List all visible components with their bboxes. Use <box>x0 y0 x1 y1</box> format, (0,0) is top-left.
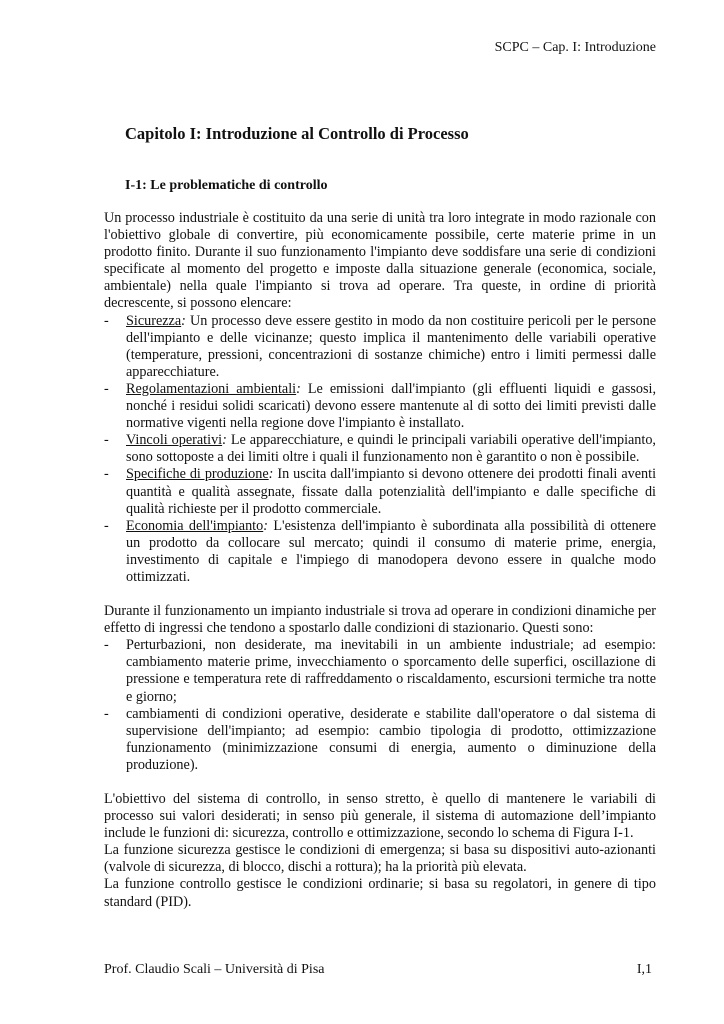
list-item: - Vincoli operativi: Le apparecchiature, e quindi le principali variabili operative dell'impianto, sono sottoposte a dei limiti oltre i quali il funzionamento non è garantito o non è possibile. <box>104 432 656 466</box>
chapter-title: Capitolo I: Introduzione al Controllo di Processo <box>125 124 469 143</box>
control-paragraph: La funzione controllo gestisce le condizioni ordinarie; si basa su regolatori, in genere di tipo standard (PID). <box>104 876 656 910</box>
list-item: - Economia dell'impianto: L'esistenza dell'impianto è subordinata alla possibilità di ottenere un prodotto da collocare sul mercato; quindi il consumo di materie prime, energia, investimento di capitale e l'impiego di manodopera devono essere in qualche modo ottimizzati. <box>104 517 656 585</box>
section-heading: I-1: Le problematiche di controllo <box>125 178 328 193</box>
list-item: - Regolamentazioni ambientali: Le emissioni dall'impianto (gli effluenti liquidi e gassosi, nonché i residui solidi scaricati) devono essere mantenute al di sotto dei limiti previsti dalle normative vigenti nella regione dove l'impianto è installato. <box>104 380 656 432</box>
term-regolamentazioni: Regolamentazioni ambientali <box>126 380 297 397</box>
item-text: Perturbazioni, non desiderate, ma inevitabili in un ambiente industriale; ad esempio: cambiamento materie prime, invecchiamento o sporcamento delle superfici, oscillazione di pressione e temperatura rete di raffreddamento o riscaldamento, escursioni termiche tra notte e giorno; <box>126 637 656 705</box>
item-text: Le emissioni dall'impianto (gli effluenti liquidi e gassosi, nonché i residui solidi scaricati) devono essere mantenute al di sotto dei limiti previsti dalle normative vigenti nella regione dove l'impianto è installato. <box>126 380 656 432</box>
term-sicurezza: Sicurezza <box>126 312 182 329</box>
item-text: Un processo deve essere gestito in modo da non costituire pericoli per le persone dell'impianto e delle vicinanze; questo implica il mantenimento delle variabili operative (temperature, pressioni, concentrazioni di sostanze chimiche) entro i limiti permessi dalle apparecchiature. <box>126 312 656 380</box>
running-header: SCPC – Cap. I: Introduzione <box>494 40 656 55</box>
list-item: - Sicurezza: Un processo deve essere gestito in modo da non costituire pericoli per le persone dell'impianto e delle vicinanze; questo implica il mantenimento delle variabili operative (temperature, pressioni, concentrazioni di sostanze chimiche) entro i limiti permessi dalle apparecchiature. <box>104 312 656 380</box>
item-text: L'esistenza dell'impianto è subordinata alla possibilità di ottenere un prodotto da collocare sul mercato; quindi il consumo di materie prime, energia, investimento di capitale e l'impiego di manodopera devono essere in qualche modo ottimizzati. <box>126 517 656 585</box>
page-number: I,1 <box>636 962 652 977</box>
list-item: - cambiamenti di condizioni operative, desiderate e stabilite dall'operatore o dal sistema di supervisione dell'impianto; ad esempio: cambio tipologia di prodotto, ottimizzazione funzionamento (minimizzazione consumi di energia, aumento o diminuzione della produzione). <box>104 705 656 773</box>
term-economia: Economia dell'impianto <box>126 517 264 534</box>
term-specifiche: Specifiche di produzione <box>126 466 269 483</box>
dynamics-paragraph: Durante il funzionamento un impianto industriale si trova ad operare in condizioni dinamiche per effetto di ingressi che tendono a spostarlo dalle condizioni di stazionario. Questi sono: <box>104 603 656 637</box>
safety-paragraph: La funzione sicurezza gestisce le condizioni di emergenza; si basa su dispositivi auto-azionanti (valvole di sicurezza, di blocco, dischi a rottura); ha la priorità più elevata. <box>104 842 656 876</box>
list-item: - Perturbazioni, non desiderate, ma inevitabili in un ambiente industriale; ad esempio: cambiamento materie prime, invecchiamento o sporcamento delle superfici, oscillazione di pressione e temperatura rete di raffreddamento o riscaldamento, escursioni termiche tra notte e giorno; <box>104 637 656 705</box>
intro-paragraph: Un processo industriale è costituito da una serie di unità tra loro integrate in modo razionale con l'obiettivo globale di convertire, più economicamente possibile, certe materie prime in un prodotto finito. Durante il suo funzionamento l'impianto deve soddisfare una serie di condizioni specificate al momento del progetto e imposte dalla situazione generale (economica, sociale, ambientale) nella quale l'impianto si trova ad operare. Tra queste, in ordine di priorità decrescente, si possono elencare: <box>104 210 656 312</box>
term-vincoli: Vincoli operativi <box>126 432 223 449</box>
list-item: - Specifiche di produzione: In uscita dall'impianto si devono ottenere dei prodotti finali aventi quantità e qualità assegnate, fissate dalla potenzialità dell'impianto e dalle specifiche di qualità richieste per il prodotto commerciale. <box>104 466 657 517</box>
inputs-list <box>104 637 656 774</box>
item-text: Le apparecchiature, e quindi le principali variabili operative dell'impianto, sono sottoposte a dei limiti oltre i quali il funzionamento non è garantito o non è possibile. <box>126 432 656 466</box>
item-text: In uscita dall'impianto si devono ottenere dei prodotti finali aventi quantità e qualità assegnate, fissate dalla potenzialità dell'impianto e dalle specifiche di qualità richieste per il prodotto commerciale. <box>126 466 657 517</box>
footer-author: Prof. Claudio Scali – Università di Pisa <box>104 962 325 977</box>
conditions-list <box>104 313 656 587</box>
objective-paragraph: L'obiettivo del sistema di controllo, in senso stretto, è quello di mantenere le variabili di processo sui valori desiderati; in senso più generale, il sistema di automazione dell’impianto include le funzioni di: sicurezza, controllo e ottimizzazione, secondo lo schema di Figura I-1. <box>104 791 656 842</box>
item-text: cambiamenti di condizioni operative, desiderate e stabilite dall'operatore o dal sistema di supervisione dell'impianto; ad esempio: cambio tipologia di prodotto, ottimizzazione funzionamento (minimizzazione consumi di energia, aumento o diminuzione della produzione). <box>126 705 656 773</box>
body-text <box>104 210 656 911</box>
